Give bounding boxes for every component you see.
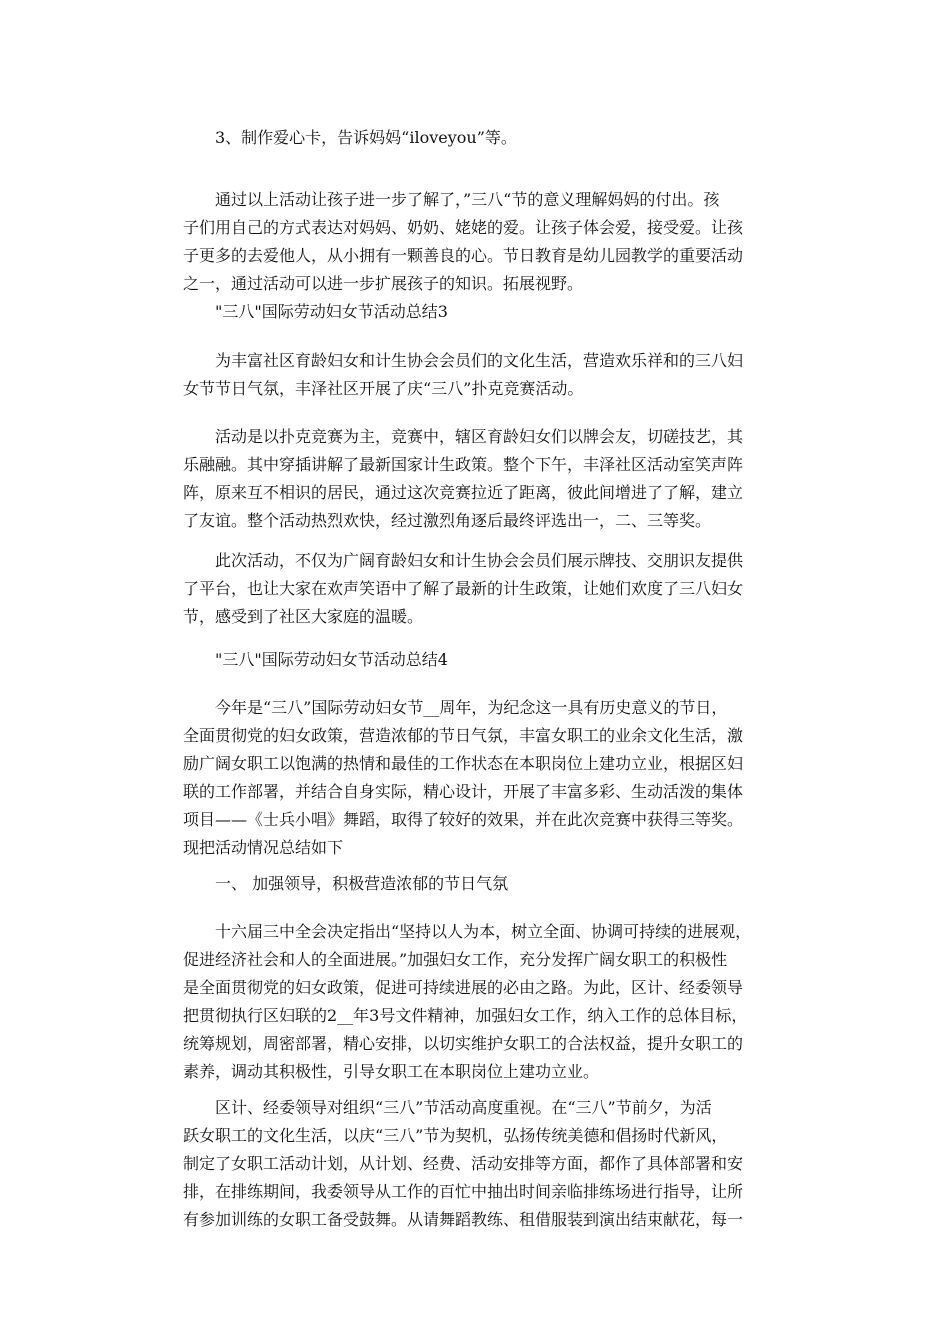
- text-line: 了平台，也让大家在欢声笑语中了解了最新的计生政策，让她们欢度了三八妇女: [183, 579, 744, 598]
- text-line: 之一，通过活动可以进一步扩展孩子的知识。拓展视野。: [183, 274, 584, 293]
- paragraph-4: [183, 423, 783, 535]
- text-line: 子更多的去爱他人，从小拥有一颗善良的心。节日教育是幼儿园教学的重要活动: [183, 246, 744, 265]
- text-line: 活动是以扑克竞赛为主，竞赛中，辖区育龄妇女们以牌会友，切磋技艺，其: [215, 427, 744, 446]
- text-line: 联的工作部署，并结合自身实际，精心设计，开展了丰富多彩、生动活泼的集体: [183, 782, 744, 801]
- subheading-1: [183, 870, 783, 898]
- paragraph-7: [183, 918, 783, 1086]
- paragraph-3: [183, 347, 783, 403]
- paragraph-6: [183, 694, 783, 862]
- text-line: 阵，原来互不相识的居民，通过这次竞赛拉近了距离，彼此间增进了了解，建立: [183, 483, 744, 502]
- text-line: 促进经济社会和人的全面进展。”加强妇女工作，充分发挥广阔女职工的积极性: [183, 950, 728, 969]
- heading-line: 一、 加强领导，积极营造浓郁的节日气氛: [215, 874, 509, 893]
- text-line: 制定了女职工活动计划，从计划、经费、活动安排等方面，都作了具体部署和安: [183, 1154, 744, 1173]
- text-line: 跃女职工的文化生活，以庆“三八”节为契机，弘扬传统美德和倡扬时代新风，: [183, 1126, 728, 1145]
- paragraph-2: [183, 186, 783, 298]
- text-line: 排，在排练期间，我委领导从工作的百忙中抽出时间亲临排练场进行指导，让所: [183, 1182, 744, 1201]
- text-line: 为丰富社区育龄妇女和计生协会会员们的文化生活，营造欢乐祥和的三八妇: [215, 351, 744, 370]
- text-line: 励广阔女职工以饱满的热情和最佳的工作状态在本职岗位上建功立业，根据区妇: [183, 754, 744, 773]
- text-line: 素养，调动其积极性，引导女职工在本职岗位上建功立业。: [183, 1062, 600, 1081]
- text-line: 区计、经委领导对组织“三八”节活动高度重视。在“三八”节前夕，为活: [215, 1098, 712, 1117]
- text-line: 十六届三中全会决定指出“坚持以人为本，树立全面、协调可持续的进展观，: [215, 922, 752, 941]
- text-line: 有参加训练的女职工备受鼓舞。从请舞蹈教练、租借服装到演出结束献花，每一: [183, 1210, 744, 1229]
- text-line: 是全面贯彻党的妇女政策，促进可持续进展的必由之路。为此，区计、经委领导: [183, 978, 744, 997]
- paragraph-1: [183, 124, 783, 152]
- paragraph-5: [183, 547, 783, 631]
- section-heading-4: [183, 646, 783, 674]
- paragraph-8: [183, 1094, 783, 1234]
- text-line: 女节节日气氛，丰泽社区开展了庆“三八”扑克竞赛活动。: [183, 379, 584, 398]
- text-line: 现把活动情况总结如下: [183, 838, 344, 857]
- text-line: 项目——《士兵小唱》舞蹈，取得了较好的效果，并在此次竞赛中获得三等奖。: [183, 810, 744, 829]
- text-line: 全面贯彻党的妇女政策，营造浓郁的节日气氛，丰富女职工的业余文化生活，激: [183, 726, 744, 745]
- text-line: 通过以上活动让孩子进一步了解了，”三八“节的意义理解妈妈的付出。孩: [215, 190, 720, 209]
- text-line: 把贯彻执行区妇联的2__年3号文件精神，加强妇女工作，纳入工作的总体目标，: [183, 1006, 748, 1025]
- text-line: 统筹规划，周密部署，精心安排，以切实维护女职工的合法权益，提升女职工的: [183, 1034, 744, 1053]
- text-line: 3、制作爱心卡，告诉妈妈“iloveyou”等。: [215, 128, 517, 147]
- text-line: 子们用自己的方式表达对妈妈、奶奶、姥姥的爱。让孩子体会爱，接受爱。让孩: [183, 218, 744, 237]
- heading-line: "三八"国际劳动妇女节活动总结4: [215, 650, 448, 669]
- heading-line: "三八"国际劳动妇女节活动总结3: [215, 302, 448, 321]
- section-heading-3: [183, 298, 783, 326]
- text-line: 今年是“三八”国际劳动妇女节__周年，为纪念这一具有历史意义的节日，: [215, 698, 728, 717]
- text-line: 节，感受到了社区大家庭的温暖。: [183, 607, 424, 626]
- text-line: 了友谊。整个活动热烈欢快，经过激烈角逐后最终评选出一，二、三等奖。: [183, 511, 712, 530]
- text-line: 乐融融。其中穿插讲解了最新国家计生政策。整个下午，丰泽社区活动室笑声阵: [183, 455, 744, 474]
- text-line: 此次活动，不仅为广阔育龄妇女和计生协会会员们展示牌技、交朋识友提供: [215, 551, 744, 570]
